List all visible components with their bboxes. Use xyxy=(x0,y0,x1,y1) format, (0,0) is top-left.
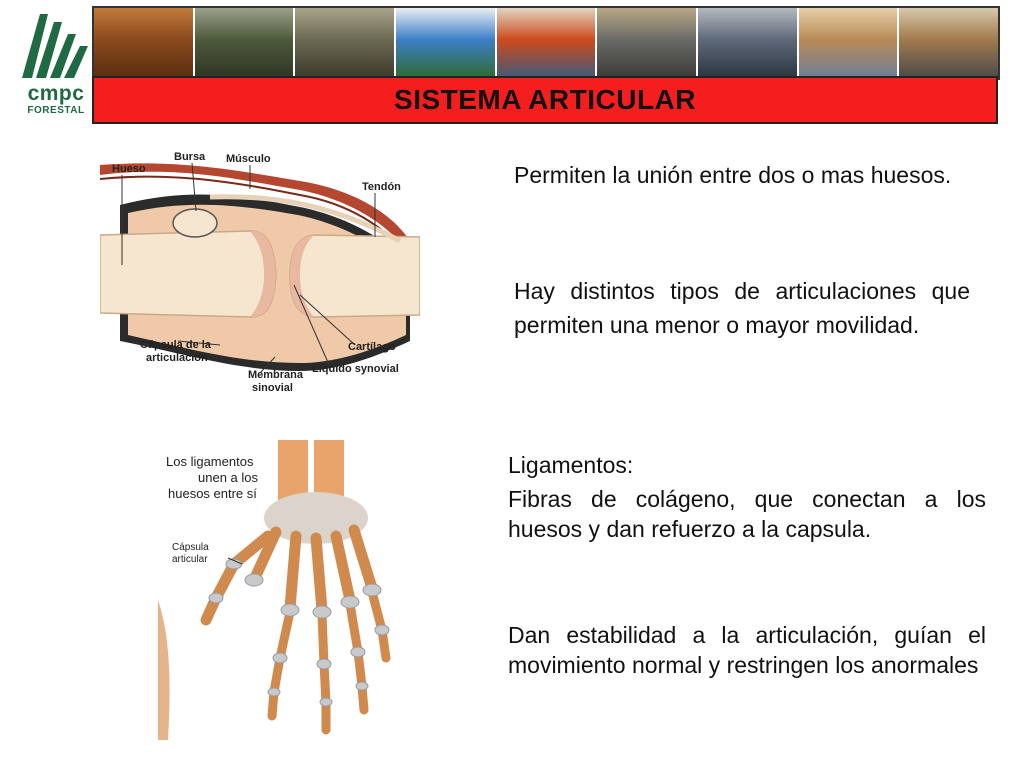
paragraph-tipos-articulaciones: Hay distintos tipos de articulaciones que permiten una menor o mayor movilidad. xyxy=(514,278,970,338)
page-title: SISTEMA ARTICULAR xyxy=(394,84,696,115)
label-capsula-articular-line1: Cápsula xyxy=(172,542,209,553)
logo-brand-text: cmpc xyxy=(27,82,85,105)
label-ligamentos-line3: huesos entre sí xyxy=(168,486,257,501)
banner-photo-sawmill xyxy=(698,8,799,78)
banner-photo-pine-nuts xyxy=(94,8,195,78)
label-capsula-line1: Cápsula de la xyxy=(140,339,211,351)
photo-banner xyxy=(92,6,1000,80)
forest-tree-logo-icon xyxy=(18,10,90,82)
banner-photo-pine-forest xyxy=(195,8,296,78)
label-liquido: Líquido synovial xyxy=(312,363,399,375)
paragraph-estabilidad: Dan estabilidad a la articulación, guían el movimiento normal y restringen los anormales xyxy=(508,622,986,678)
banner-photo-timber-warehouse xyxy=(899,8,998,78)
banner-photo-lumber-stacks xyxy=(799,8,900,78)
label-hueso: Hueso xyxy=(112,163,146,175)
synovial-joint-figure xyxy=(100,145,420,395)
label-ligamentos-line2: unen a los xyxy=(198,470,258,485)
banner-photo-sky-trees xyxy=(396,8,497,78)
paragraph-fibras-colageno: Fibras de colágeno, que conectan a los huesos y dan refuerzo a la capsula. xyxy=(508,486,986,542)
hand-ligaments-figure xyxy=(158,440,394,740)
title-bar xyxy=(92,76,998,124)
paragraph-union-huesos: Permiten la unión entre dos o mas huesos. xyxy=(514,162,952,188)
label-membrana-line2: sinovial xyxy=(252,382,293,394)
label-capsula-articular-line2: articular xyxy=(172,554,208,565)
label-capsula-line2: articulación xyxy=(146,352,208,364)
label-membrana-line1: Membrana xyxy=(248,369,304,381)
logo-sub-text: FORESTAL xyxy=(27,105,85,116)
label-musculo: Músculo xyxy=(226,153,271,165)
label-bursa: Bursa xyxy=(174,151,206,163)
paragraph-ligamentos-heading: Ligamentos: xyxy=(508,452,634,478)
hand-skeleton-diagram xyxy=(158,440,394,740)
banner-photo-workers xyxy=(497,8,598,78)
label-ligamentos-line1: Los ligamentos xyxy=(166,454,254,469)
banner-photo-forest-deer xyxy=(295,8,396,78)
label-tendon: Tendón xyxy=(362,181,401,193)
banner-photo-log-yard xyxy=(597,8,698,78)
cmpc-logo xyxy=(18,10,90,115)
label-cartilago: Cartílago xyxy=(348,341,396,353)
